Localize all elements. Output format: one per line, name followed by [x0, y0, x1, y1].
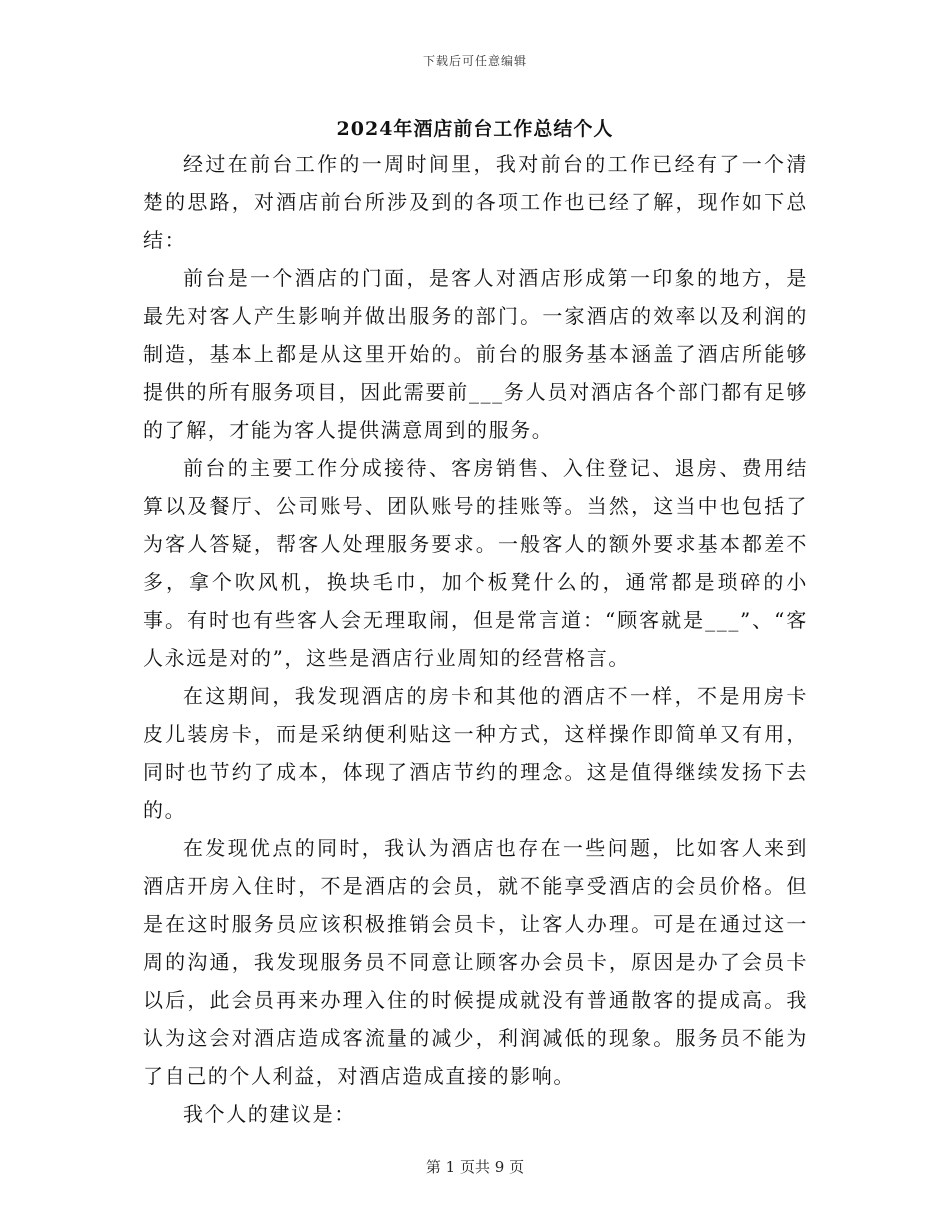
paragraph-problems: 在发现优点的同时，我认为酒店也存在一些问题，比如客人来到酒店开房入住时，不是酒店的会员，就不能享受酒店的会员价格。但是在这时服务员应该积极推销会员卡，让客人办理。可是在通过这一周的沟通，我发现服务员不同意让顾客办会员卡，原因是办了会员卡以后，此会员再来办理入住的时候提成就没有普通散客的提成高。我认为这会对酒店造成客流量的减少，利润减低的现象。服务员不能为了自己的个人利益，对酒店造成直接的影响。	[143, 836, 808, 1088]
header-note: 下载后可任意编辑	[422, 54, 527, 68]
paragraph-main-duties: 前台的主要工作分成接待、客房销售、入住登记、退房、费用结算以及餐厅、公司账号、团队账号的挂账等。当然，这当中也包括了为客人答疑，帮客人处理服务要求。一般客人的额外要求基本都差不多，拿个吹风机，换块毛巾，加个板凳什么的，通常都是琐碎的小事。有时也有些客人会无理取闹，但是常言道：“顾客就是___”、“客人永远是对的”，这些是酒店行业周知的经营格言。	[143, 456, 808, 670]
paragraph-suggestion: 我个人的建议是：	[183, 1102, 356, 1126]
paragraph-front-desk-role: 前台是一个酒店的门面，是客人对酒店形成第一印象的地方，是最先对客人产生影响并做出服务的部门。一家酒店的效率以及利润的制造，基本上都是从这里开始的。前台的服务基本涵盖了酒店所能够提供的所有服务项目，因此需要前___务人员对酒店各个部门都有足够的了解，才能为客人提供满意周到的服务。	[143, 266, 808, 442]
paragraph-room-card: 在这期间，我发现酒店的房卡和其他的酒店不一样，不是用房卡皮儿装房卡，而是采纳便利贴这一种方式，这样操作即简单又有用，同时也节约了成本，体现了酒店节约的理念。这是值得继续发扬下去的。	[143, 684, 808, 822]
paragraph-intro: 经过在前台工作的一周时间里，我对前台的工作已经有了一个清楚的思路，对酒店前台所涉及到的各项工作也已经了解，现作如下总结：	[143, 152, 808, 252]
document-title: 2024年酒店前台工作总结个人	[336, 118, 614, 140]
document-body	[143, 145, 808, 1133]
page-number: 第 1 页共 9 页	[425, 1158, 525, 1176]
